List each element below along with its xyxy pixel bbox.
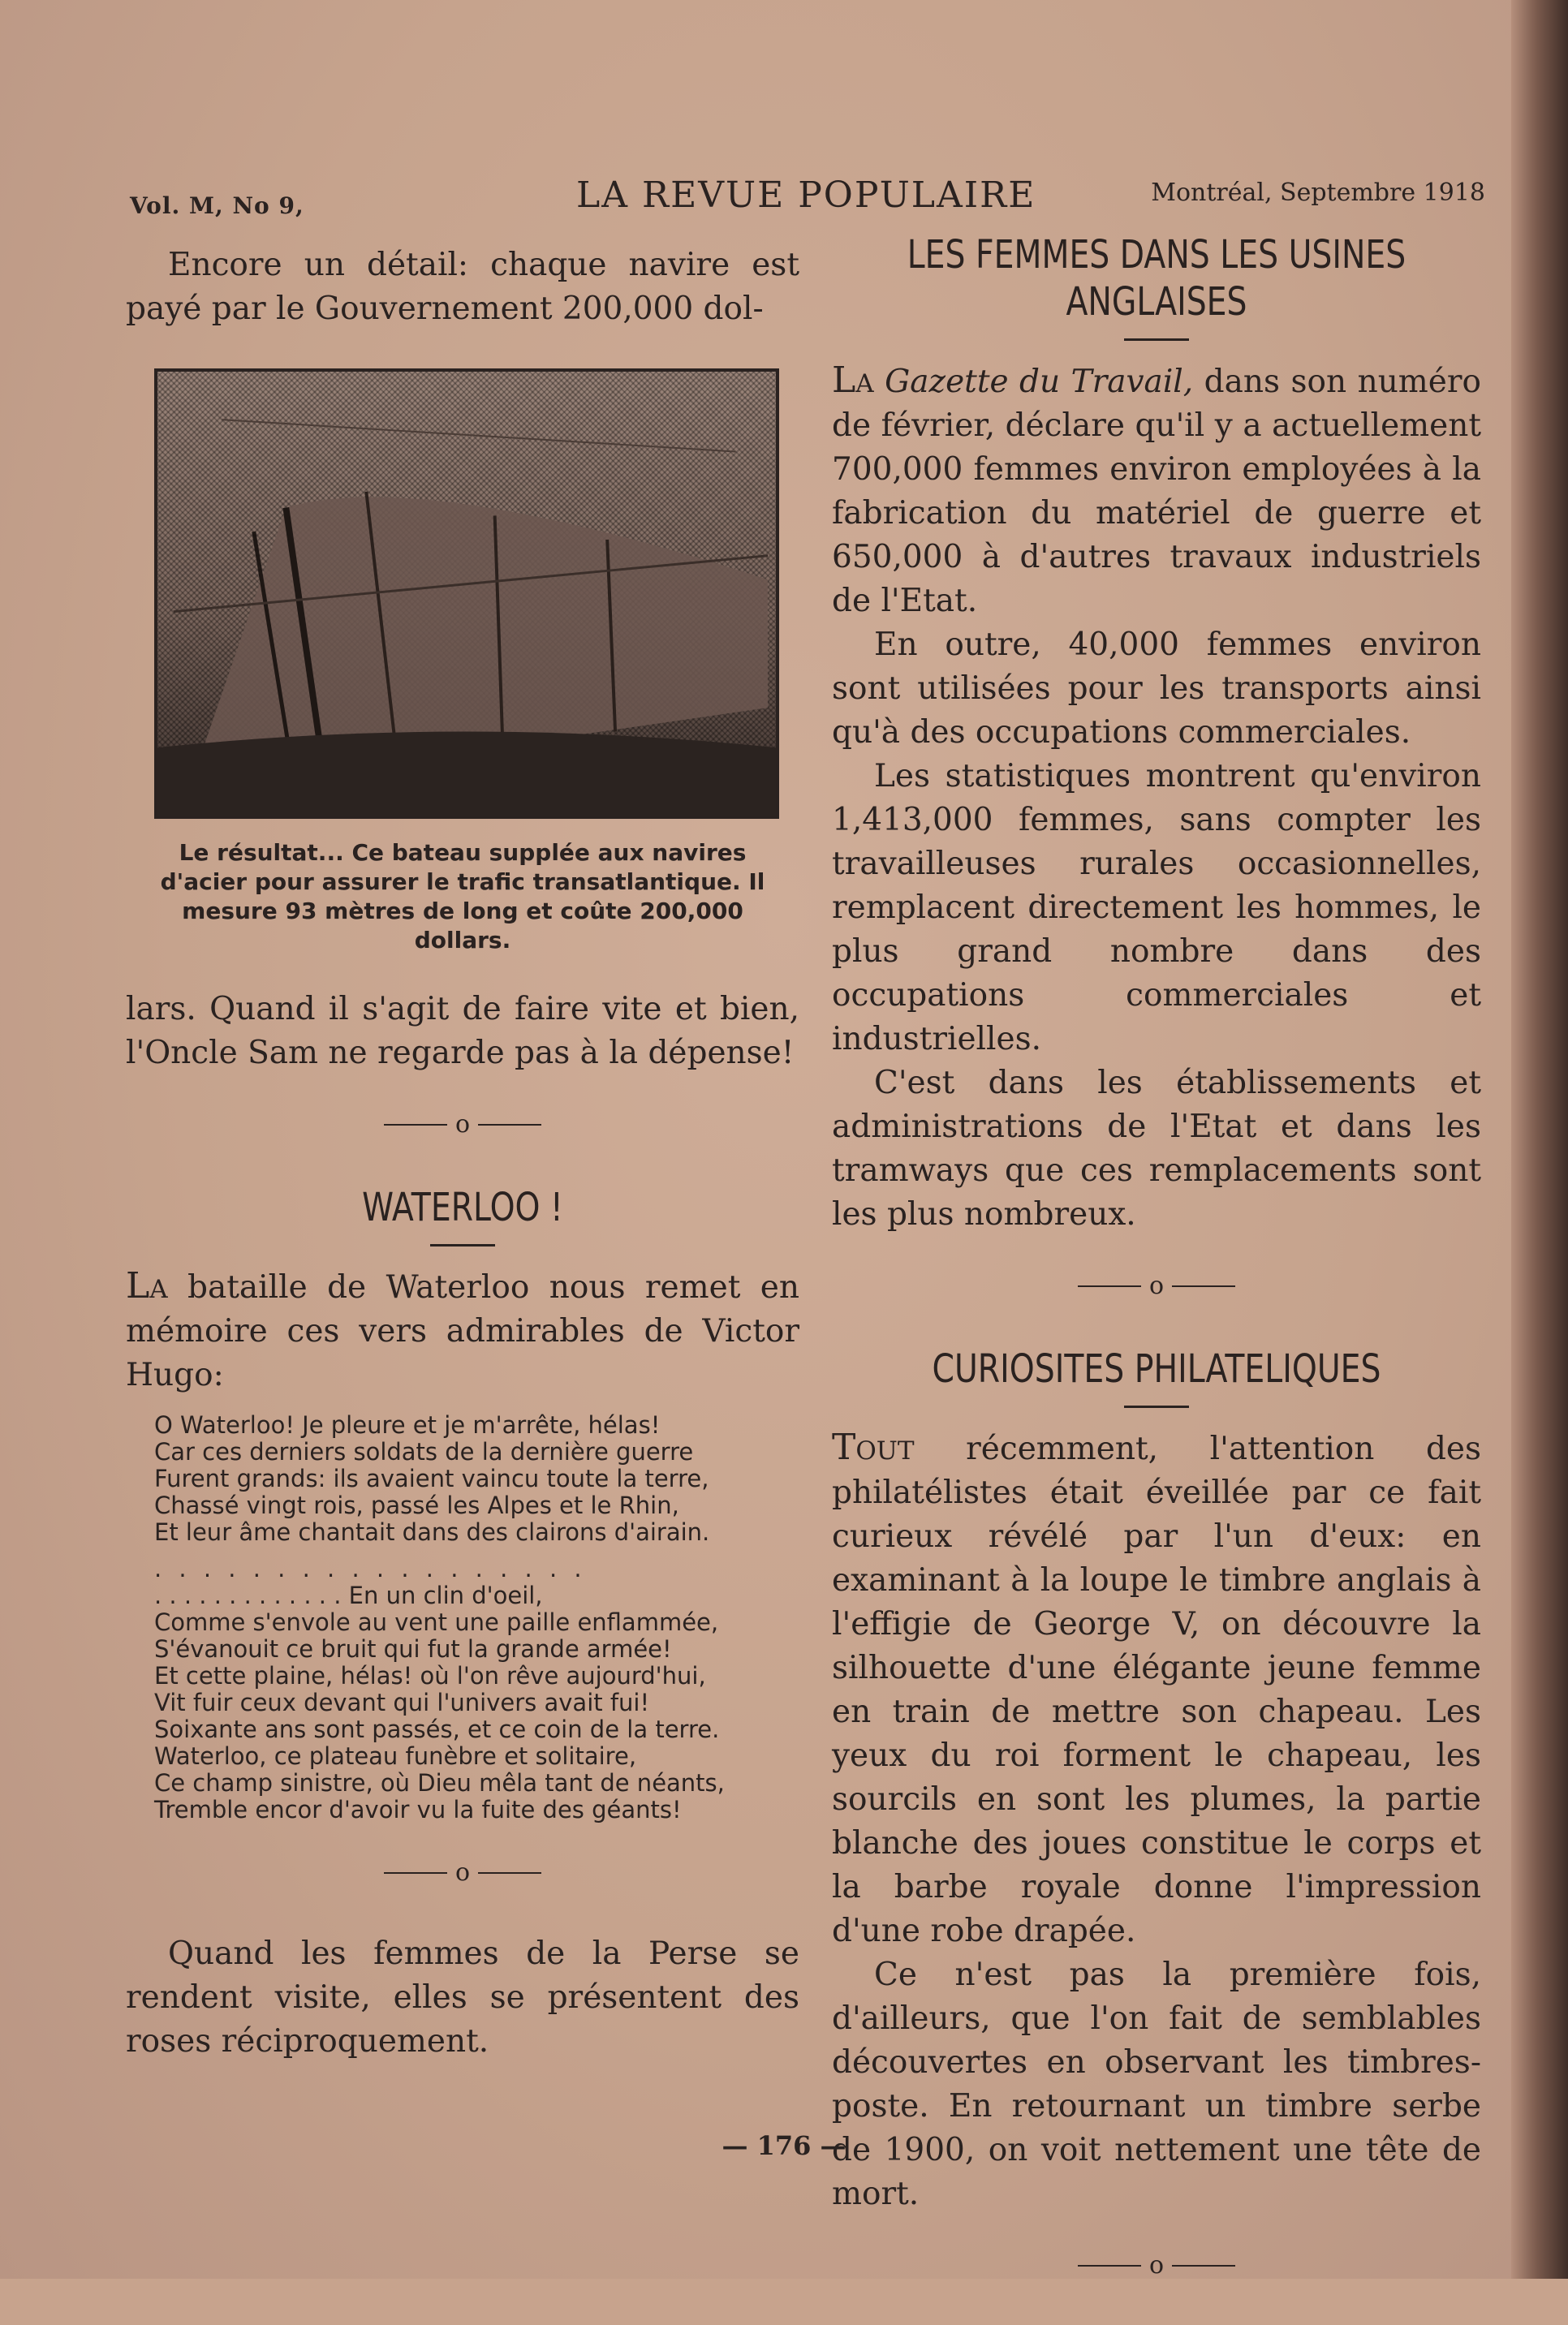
women-p2: En outre, 40,000 femmes environ sont utilisées pour les transports ainsi qu'à des occupations commerciales. bbox=[832, 626, 1481, 751]
section-separator: o bbox=[126, 1851, 799, 1895]
continued-paragraph: lars. Quand il s'agit de faire vite et bien, l'Oncle Sam ne regarde pas à la dépense! bbox=[126, 991, 799, 1071]
waterloo-heading: WATERLOO ! bbox=[362, 1185, 563, 1230]
heading-underline bbox=[430, 1244, 495, 1246]
volume-number: Vol. M, No 9, bbox=[130, 192, 304, 219]
waterloo-poem bbox=[126, 1412, 799, 1823]
right-column bbox=[832, 231, 1481, 2325]
poem-line: Furent grands: ils avaient vaincu toute la terre, bbox=[154, 1465, 709, 1492]
drop-cap: La bbox=[832, 360, 874, 401]
poem-line: S'évanouit ce bruit qui fut la grande armée! bbox=[154, 1635, 672, 1663]
section-separator: o bbox=[126, 1103, 799, 1147]
perse-paragraph: Quand les femmes de la Perse se rendent visite, elles se présentent des roses réciproquement. bbox=[126, 1935, 799, 2060]
waterloo-intro: La bataille de Waterloo nous remet en mémoire ces vers admirables de Victor Hugo: bbox=[126, 1265, 799, 1393]
poem-line: Tremble encor d'avoir vu la fuite des géants! bbox=[154, 1796, 682, 1823]
drop-cap: Tout bbox=[832, 1427, 915, 1468]
heading-underline bbox=[1124, 338, 1189, 341]
intro-paragraph: Encore un détail: chaque navire est payé par le Gouvernement 200,000 dol- bbox=[126, 247, 799, 327]
poem-line: . . . . . . . . . . . . . En un clin d'oeil, bbox=[154, 1582, 543, 1609]
poem-line: Soixante ans sont passés, et ce coin de la terre. bbox=[154, 1716, 720, 1743]
left-column bbox=[126, 243, 799, 2064]
dateline: Montréal, Septembre 1918 bbox=[1151, 179, 1485, 207]
poem-line: Chassé vingt rois, passé les Alpes et le Rhin, bbox=[154, 1492, 679, 1519]
poem-line: Comme s'envole au vent une paille enflammée, bbox=[154, 1608, 719, 1636]
philately-p2: Ce n'est pas la première fois, d'ailleurs, que l'on fait de semblables découvertes en observant les timbres-poste. En retournant un timbre serbe de 1900, on voit nettement une tête de mort. bbox=[832, 1957, 1481, 2212]
journal-name: Gazette du Travail, bbox=[885, 364, 1194, 400]
poem-line: Ce champ sinistre, où Dieu mêla tant de néants, bbox=[154, 1769, 725, 1797]
women-p4: C'est dans les établissements et administrations de l'Etat et dans les tramways que ces remplacements sont les plus nombreux. bbox=[832, 1065, 1481, 1233]
poem-line: Waterloo, ce plateau funèbre et solitaire, bbox=[154, 1742, 637, 1770]
women-factories-heading: LES FEMMES DANS LES USINES ANGLAISES bbox=[907, 232, 1406, 325]
drop-cap: La bbox=[126, 1265, 168, 1307]
ship-photo bbox=[154, 368, 779, 819]
poem-line: Car ces derniers soldats de la dernière guerre bbox=[154, 1438, 694, 1466]
section-separator: o bbox=[832, 1264, 1481, 1308]
poem-line: Vit fuir ceux devant qui l'univers avait fui! bbox=[154, 1689, 650, 1716]
poem-line: O Waterloo! Je pleure et je m'arrête, hélas! bbox=[154, 1411, 661, 1439]
heading-underline bbox=[1124, 1406, 1189, 1408]
women-p1: La Gazette du Travail, dans son numéro de février, déclare qu'il y a actuellement 700,000 femmes environ employées à la fabrication du matériel de guerre et 650,000 à d'autres travaux industriels de l'Etat. bbox=[832, 360, 1481, 619]
photo-caption: Le résultat... Ce bateau supplée aux navires d'acier pour assurer le trafic transatlantique. Il mesure 93 mètres de long et coûte 200,000 dollars. bbox=[160, 839, 765, 954]
magazine-title: LA REVUE POPULAIRE bbox=[576, 174, 1036, 216]
philately-heading: CURIOSITES PHILATELIQUES bbox=[932, 1346, 1381, 1392]
section-separator: o bbox=[832, 2244, 1481, 2288]
philately-p1: Tout récemment, l'attention des philatélistes était éveillée par ce fait curieux révélé par l'un d'eux: en examinant à la loupe le timbre anglais à l'effigie de George V, on découvre la silhouette d'une élégante jeune femme en train de mettre son chapeau. Les yeux du roi forment le chapeau, les sourcils en sont les plumes, la partie blanche des joues constitue le corps et la barbe royale donne l'impression d'une robe drapée. bbox=[832, 1427, 1481, 1949]
women-p3: Les statistiques montrent qu'environ 1,413,000 femmes, sans compter les travailleuses rurales occasionnelles, remplacent directement les hommes, le plus grand nombre dans des occupations commerciales et industrielles. bbox=[832, 758, 1481, 1057]
wooden-ship-illustration bbox=[157, 372, 776, 816]
book-spine-edge bbox=[1511, 0, 1568, 2279]
poem-line: Et cette plaine, hélas! où l'on rêve aujourd'hui, bbox=[154, 1662, 706, 1690]
page-number: — 176 — bbox=[722, 2130, 846, 2161]
poem-line: Et leur âme chantait dans des clairons d'airain. bbox=[154, 1518, 710, 1546]
poem-ellipsis: . . . . . . . . . . . . . . . . . . bbox=[154, 1555, 587, 1582]
page-header bbox=[122, 174, 1485, 223]
